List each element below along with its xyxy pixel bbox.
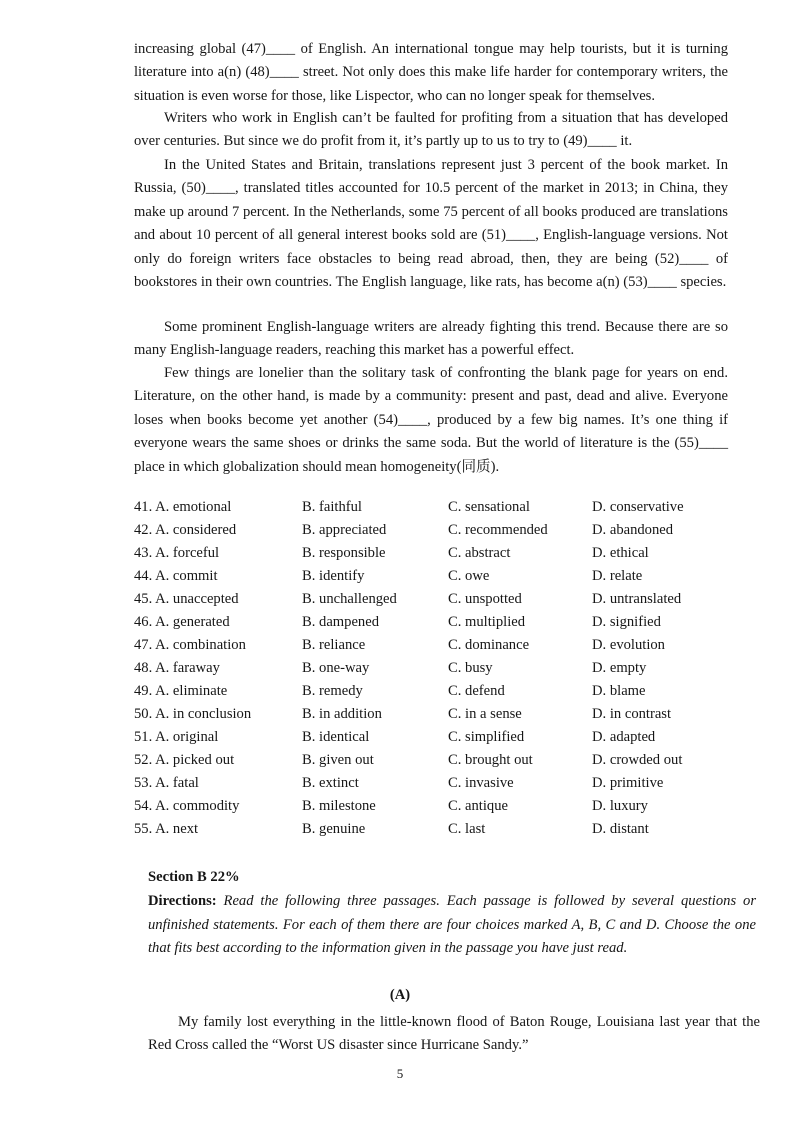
option-48-c: C. busy [448, 660, 493, 676]
option-50-b: B. in addition [302, 706, 382, 722]
passage-paragraph-4: Some prominent English-language writers are already fighting this trend. Because there are so many English-language readers, reaching this market has a powerful effect. [134, 319, 728, 359]
option-row-53 [134, 775, 734, 798]
option-46-d: D. signified [592, 614, 661, 630]
option-46-c: C. multiplied [448, 614, 526, 630]
option-45-a: 45. A. unaccepted [134, 591, 239, 607]
option-52-a: 52. A. picked out [134, 752, 235, 768]
option-52-c: C. brought out [448, 752, 533, 768]
option-43-d: D. ethical [592, 545, 649, 561]
option-55-d: D. distant [592, 821, 649, 837]
section-b-directions [148, 890, 756, 961]
option-44-d: D. relate [592, 568, 643, 584]
passage-a-label: (A) [389, 987, 411, 1003]
option-50-c: C. in a sense [448, 706, 522, 722]
option-row-49 [134, 683, 734, 706]
option-41-c: C. sensational [448, 499, 530, 515]
option-53-d: D. primitive [592, 775, 664, 791]
passage-paragraph-2: Writers who work in English can’t be faulted for profiting from a situation that has developed over centuries. But since we do profit from it, it’s partly up to us to try to (49)____ it. [134, 110, 728, 150]
answer-options-table [134, 499, 734, 844]
option-51-d: D. adapted [592, 729, 656, 745]
directions-label: Directions: [148, 893, 217, 909]
option-48-a: 48. A. faraway [134, 660, 220, 676]
option-49-c: C. defend [448, 683, 505, 699]
option-row-54 [134, 798, 734, 821]
option-43-c: C. abstract [448, 545, 511, 561]
passage-a-text: My family lost everything in the little-known flood of Baton Rouge, Louisiana last year that the Red Cross called the “Worst US disaster since Hurricane Sandy.” [148, 1014, 760, 1054]
option-42-c: C. recommended [448, 522, 548, 538]
option-row-45 [134, 591, 734, 614]
option-53-a: 53. A. fatal [134, 775, 199, 791]
option-row-51 [134, 729, 734, 752]
option-row-46 [134, 614, 734, 637]
option-row-44 [134, 568, 734, 591]
directions-text: Read the following three passages. Each passage is followed by several questions or unfinished statements. For each of them there are four choices marked A, B, C and D. Choose the one that fits best according to the information given in the passage you have just read. [148, 893, 756, 956]
option-row-48 [134, 660, 734, 683]
option-55-b: B. genuine [302, 821, 366, 837]
option-53-c: C. invasive [448, 775, 514, 791]
option-47-d: D. evolution [592, 637, 665, 653]
option-row-47 [134, 637, 734, 660]
option-row-52 [134, 752, 734, 775]
passage-paragraph-3: In the United States and Britain, translations represent just 3 percent of the book market. In Russia, (50)____, translated titles accounted for 10.5 percent of the market in 2013; in China, they make up around 7 percent. In the Netherlands, some 75 percent of all books produced are translations and about 10 percent of all general interest books sold are (51)____, English-language versions. Not only do foreign writers face obstacles to being read abroad, then, they are being (52)____ of bookstores in their own countries. The English language, like rats, has become a(n) (53)____ species. [134, 157, 728, 291]
option-44-a: 44. A. commit [134, 568, 218, 584]
option-43-b: B. responsible [302, 545, 386, 561]
option-54-d: D. luxury [592, 798, 648, 814]
option-47-b: B. reliance [302, 637, 366, 653]
option-48-b: B. one-way [302, 660, 370, 676]
option-49-b: B. remedy [302, 683, 363, 699]
option-row-41 [134, 499, 734, 522]
option-47-c: C. dominance [448, 637, 530, 653]
option-45-d: D. untranslated [592, 591, 682, 607]
option-row-55 [134, 821, 734, 844]
section-b-title: Section B 22% [148, 869, 240, 885]
option-49-d: D. blame [592, 683, 646, 699]
option-50-d: D. in contrast [592, 706, 672, 722]
option-52-d: D. crowded out [592, 752, 683, 768]
option-row-50 [134, 706, 734, 729]
option-45-c: C. unspotted [448, 591, 522, 607]
option-42-d: D. abandoned [592, 522, 674, 538]
passage-paragraph-1: increasing global (47)____ of English. An international tongue may help tourists, but it is turning literature into a(n) (48)____ street. Not only does this make life harder for contemporary writers, the situation is even worse for those, like Lispector, who can no longer speak for themselves. [134, 41, 728, 104]
option-41-d: D. conservative [592, 499, 684, 515]
option-51-c: C. simplified [448, 729, 525, 745]
option-50-a: 50. A. in conclusion [134, 706, 252, 722]
option-41-b: B. faithful [302, 499, 362, 515]
option-42-a: 42. A. considered [134, 522, 237, 538]
option-row-43 [134, 545, 734, 568]
option-45-b: B. unchallenged [302, 591, 397, 607]
option-46-a: 46. A. generated [134, 614, 230, 630]
option-54-b: B. milestone [302, 798, 376, 814]
option-47-a: 47. A. combination [134, 637, 246, 653]
option-51-a: 51. A. original [134, 729, 219, 745]
option-43-a: 43. A. forceful [134, 545, 220, 561]
option-55-c: C. last [448, 821, 486, 837]
option-54-c: C. antique [448, 798, 508, 814]
option-42-b: B. appreciated [302, 522, 387, 538]
option-41-a: 41. A. emotional [134, 499, 232, 515]
option-44-c: C. owe [448, 568, 490, 584]
option-54-a: 54. A. commodity [134, 798, 240, 814]
option-52-b: B. given out [302, 752, 374, 768]
option-55-a: 55. A. next [134, 821, 199, 837]
option-51-b: B. identical [302, 729, 370, 745]
option-row-42 [134, 522, 734, 545]
option-49-a: 49. A. eliminate [134, 683, 228, 699]
option-46-b: B. dampened [302, 614, 380, 630]
option-48-d: D. empty [592, 660, 647, 676]
page-number: 5 [396, 1066, 404, 1081]
option-44-b: B. identify [302, 568, 365, 584]
option-53-b: B. extinct [302, 775, 359, 791]
passage-paragraph-5: Few things are lonelier than the solitary task of confronting the blank page for years on end. Literature, on the other hand, is made by a community: present and past, dead and alive. Everyone loses when books become yet another (54)____, produced by a few big names. It’s one thing if everyone wears the same shoes or drinks the same soda. But the world of literature is the (55)____ place in which globalization should mean homogeneity(同质). [134, 365, 728, 475]
